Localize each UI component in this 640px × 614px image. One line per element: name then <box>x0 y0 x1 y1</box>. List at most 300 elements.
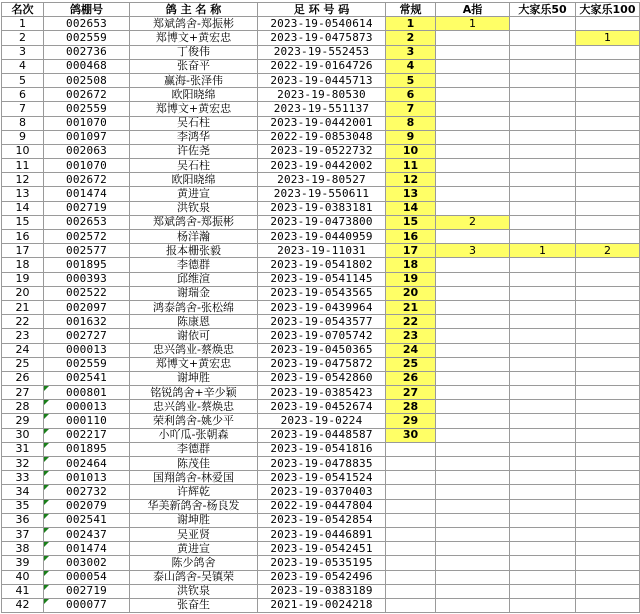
rank-cell[interactable]: 10 <box>2 144 44 158</box>
ring-cell[interactable]: 2023-19-0535195 <box>258 556 386 570</box>
rank-cell[interactable]: 7 <box>2 102 44 116</box>
a-index-cell[interactable] <box>436 130 510 144</box>
regular-cell[interactable]: 19 <box>386 272 436 286</box>
a-index-cell[interactable] <box>436 343 510 357</box>
rank-cell[interactable]: 14 <box>2 201 44 215</box>
owner-cell[interactable]: 黄进宣 <box>130 542 258 556</box>
shed-cell[interactable]: 001895 <box>44 442 130 456</box>
shed-cell[interactable]: 002732 <box>44 485 130 499</box>
shed-cell[interactable]: 002559 <box>44 31 130 45</box>
shed-cell[interactable]: 002559 <box>44 102 130 116</box>
owner-cell[interactable]: 谢依可 <box>130 329 258 343</box>
regular-cell[interactable]: 28 <box>386 400 436 414</box>
ring-cell[interactable]: 2023-19-0542854 <box>258 513 386 527</box>
shed-cell[interactable]: 002217 <box>44 428 130 442</box>
owner-cell[interactable]: 国翔鸽舍-林爱国 <box>130 471 258 485</box>
a-index-cell[interactable] <box>436 414 510 428</box>
ring-cell[interactable]: 2023-19-0522732 <box>258 144 386 158</box>
dajiale100-cell[interactable] <box>576 584 640 598</box>
shed-cell[interactable]: 002672 <box>44 88 130 102</box>
shed-cell[interactable]: 002559 <box>44 357 130 371</box>
dajiale100-cell[interactable] <box>576 144 640 158</box>
shed-cell[interactable]: 000013 <box>44 400 130 414</box>
dajiale100-cell[interactable] <box>576 428 640 442</box>
ring-cell[interactable]: 2023-19-0442002 <box>258 159 386 173</box>
a-index-cell[interactable] <box>436 598 510 612</box>
dajiale100-cell[interactable] <box>576 457 640 471</box>
shed-cell[interactable]: 000468 <box>44 59 130 73</box>
regular-cell[interactable]: 17 <box>386 244 436 258</box>
dajiale100-cell[interactable] <box>576 371 640 385</box>
owner-cell[interactable]: 欧阳晓绵 <box>130 173 258 187</box>
ring-cell[interactable]: 2023-19-80527 <box>258 173 386 187</box>
regular-cell[interactable]: 6 <box>386 88 436 102</box>
dajiale100-cell[interactable]: 1 <box>576 31 640 45</box>
rank-cell[interactable]: 31 <box>2 442 44 456</box>
rank-cell[interactable]: 23 <box>2 329 44 343</box>
rank-cell[interactable]: 9 <box>2 130 44 144</box>
dajiale100-cell[interactable] <box>576 471 640 485</box>
dajiale50-cell[interactable] <box>510 499 576 513</box>
ring-cell[interactable]: 2023-19-0475872 <box>258 357 386 371</box>
owner-cell[interactable]: 陈茂佳 <box>130 457 258 471</box>
shed-cell[interactable]: 001070 <box>44 116 130 130</box>
regular-cell[interactable]: 30 <box>386 428 436 442</box>
owner-cell[interactable]: 李鸿华 <box>130 130 258 144</box>
shed-cell[interactable]: 002063 <box>44 144 130 158</box>
dajiale100-cell[interactable] <box>576 272 640 286</box>
shed-cell[interactable]: 002577 <box>44 244 130 258</box>
a-index-cell[interactable] <box>436 442 510 456</box>
shed-cell[interactable]: 002719 <box>44 201 130 215</box>
owner-cell[interactable]: 忠兴鸽业-蔡焕忠 <box>130 400 258 414</box>
a-index-cell[interactable] <box>436 527 510 541</box>
regular-cell[interactable] <box>386 485 436 499</box>
dajiale100-cell[interactable] <box>576 400 640 414</box>
owner-cell[interactable]: 郑斌鸽舍-郑振彬 <box>130 17 258 31</box>
ring-cell[interactable]: 2023-19-0445713 <box>258 73 386 87</box>
ring-cell[interactable]: 2023-19-0442001 <box>258 116 386 130</box>
regular-cell[interactable]: 22 <box>386 315 436 329</box>
dajiale100-cell[interactable] <box>576 116 640 130</box>
shed-cell[interactable]: 002079 <box>44 499 130 513</box>
ring-cell[interactable]: 2022-19-0164726 <box>258 59 386 73</box>
a-index-cell[interactable]: 1 <box>436 17 510 31</box>
owner-cell[interactable]: 郑博文+黄宏忠 <box>130 102 258 116</box>
owner-cell[interactable]: 陈康恩 <box>130 315 258 329</box>
ring-cell[interactable]: 2023-19-0541802 <box>258 258 386 272</box>
rank-cell[interactable]: 24 <box>2 343 44 357</box>
shed-cell[interactable]: 001474 <box>44 187 130 201</box>
rank-cell[interactable]: 26 <box>2 371 44 385</box>
a-index-cell[interactable] <box>436 570 510 584</box>
dajiale100-cell[interactable] <box>576 230 640 244</box>
owner-cell[interactable]: 张奋平 <box>130 59 258 73</box>
dajiale50-cell[interactable] <box>510 414 576 428</box>
rank-cell[interactable]: 42 <box>2 598 44 612</box>
rank-cell[interactable]: 18 <box>2 258 44 272</box>
regular-cell[interactable]: 15 <box>386 215 436 229</box>
dajiale100-cell[interactable] <box>576 286 640 300</box>
rank-cell[interactable]: 39 <box>2 556 44 570</box>
regular-cell[interactable] <box>386 556 436 570</box>
owner-cell[interactable]: 丁俊伟 <box>130 45 258 59</box>
owner-cell[interactable]: 许辉乾 <box>130 485 258 499</box>
rank-cell[interactable]: 36 <box>2 513 44 527</box>
shed-cell[interactable]: 000054 <box>44 570 130 584</box>
ring-cell[interactable]: 2023-19-0224 <box>258 414 386 428</box>
rank-cell[interactable]: 3 <box>2 45 44 59</box>
regular-cell[interactable] <box>386 513 436 527</box>
dajiale100-cell[interactable] <box>576 201 640 215</box>
ring-cell[interactable]: 2023-19-0543577 <box>258 315 386 329</box>
ring-cell[interactable]: 2023-19-0478835 <box>258 457 386 471</box>
owner-cell[interactable]: 郑博文+黄宏忠 <box>130 357 258 371</box>
shed-cell[interactable]: 002541 <box>44 371 130 385</box>
ring-cell[interactable]: 2023-19-0542496 <box>258 570 386 584</box>
dajiale100-cell[interactable] <box>576 556 640 570</box>
dajiale100-cell[interactable] <box>576 59 640 73</box>
rank-cell[interactable]: 25 <box>2 357 44 371</box>
a-index-cell[interactable] <box>436 386 510 400</box>
dajiale100-cell[interactable] <box>576 598 640 612</box>
a-index-cell[interactable] <box>436 88 510 102</box>
rank-cell[interactable]: 20 <box>2 286 44 300</box>
dajiale50-cell[interactable] <box>510 258 576 272</box>
shed-cell[interactable]: 000110 <box>44 414 130 428</box>
a-index-cell[interactable]: 2 <box>436 215 510 229</box>
regular-cell[interactable]: 25 <box>386 357 436 371</box>
regular-cell[interactable]: 5 <box>386 73 436 87</box>
ring-cell[interactable]: 2023-19-11031 <box>258 244 386 258</box>
ring-cell[interactable]: 2023-19-0705742 <box>258 329 386 343</box>
owner-cell[interactable]: 郑斌鸽舍-郑振彬 <box>130 215 258 229</box>
a-index-cell[interactable] <box>436 258 510 272</box>
ring-cell[interactable]: 2023-19-550611 <box>258 187 386 201</box>
a-index-cell[interactable] <box>436 315 510 329</box>
a-index-cell[interactable] <box>436 471 510 485</box>
rank-cell[interactable]: 30 <box>2 428 44 442</box>
owner-cell[interactable]: 荣利鸽舍-姚少平 <box>130 414 258 428</box>
owner-cell[interactable]: 李德群 <box>130 442 258 456</box>
owner-cell[interactable]: 小吖瓜-张朝森 <box>130 428 258 442</box>
shed-cell[interactable]: 002522 <box>44 286 130 300</box>
dajiale50-cell[interactable] <box>510 428 576 442</box>
dajiale50-cell[interactable] <box>510 542 576 556</box>
a-index-cell[interactable] <box>436 116 510 130</box>
owner-cell[interactable]: 李德群 <box>130 258 258 272</box>
a-index-cell[interactable] <box>436 187 510 201</box>
dajiale100-cell[interactable] <box>576 102 640 116</box>
regular-cell[interactable]: 29 <box>386 414 436 428</box>
rank-cell[interactable]: 38 <box>2 542 44 556</box>
owner-cell[interactable]: 泰山鸽舍-吴镇荣 <box>130 570 258 584</box>
dajiale50-cell[interactable] <box>510 343 576 357</box>
owner-cell[interactable]: 洪钦泉 <box>130 584 258 598</box>
rank-cell[interactable]: 6 <box>2 88 44 102</box>
regular-cell[interactable] <box>386 442 436 456</box>
owner-cell[interactable]: 许佐尧 <box>130 144 258 158</box>
rank-cell[interactable]: 8 <box>2 116 44 130</box>
dajiale100-cell[interactable] <box>576 570 640 584</box>
shed-cell[interactable]: 000801 <box>44 386 130 400</box>
shed-cell[interactable]: 001070 <box>44 159 130 173</box>
rank-cell[interactable]: 35 <box>2 499 44 513</box>
shed-cell[interactable]: 002736 <box>44 45 130 59</box>
ring-cell[interactable]: 2022-19-0447804 <box>258 499 386 513</box>
rank-cell[interactable]: 1 <box>2 17 44 31</box>
dajiale50-cell[interactable] <box>510 556 576 570</box>
shed-cell[interactable]: 001097 <box>44 130 130 144</box>
regular-cell[interactable] <box>386 542 436 556</box>
dajiale50-cell[interactable] <box>510 272 576 286</box>
rank-cell[interactable]: 5 <box>2 73 44 87</box>
rank-cell[interactable]: 32 <box>2 457 44 471</box>
owner-cell[interactable]: 吴亚贤 <box>130 527 258 541</box>
a-index-cell[interactable] <box>436 485 510 499</box>
dajiale50-cell[interactable] <box>510 485 576 499</box>
dajiale100-cell[interactable] <box>576 414 640 428</box>
dajiale100-cell[interactable] <box>576 527 640 541</box>
dajiale50-cell[interactable]: 1 <box>510 244 576 258</box>
owner-cell[interactable]: 吴石柱 <box>130 116 258 130</box>
ring-cell[interactable]: 2023-19-0383189 <box>258 584 386 598</box>
regular-cell[interactable]: 14 <box>386 201 436 215</box>
dajiale100-cell[interactable] <box>576 258 640 272</box>
dajiale100-cell[interactable] <box>576 73 640 87</box>
a-index-cell[interactable]: 3 <box>436 244 510 258</box>
dajiale100-cell[interactable] <box>576 159 640 173</box>
shed-cell[interactable]: 001632 <box>44 315 130 329</box>
a-index-cell[interactable] <box>436 201 510 215</box>
a-index-cell[interactable] <box>436 300 510 314</box>
owner-cell[interactable]: 张奋生 <box>130 598 258 612</box>
rank-cell[interactable]: 12 <box>2 173 44 187</box>
ring-cell[interactable]: 2023-19-0473800 <box>258 215 386 229</box>
owner-cell[interactable]: 欧阳晓绵 <box>130 88 258 102</box>
rank-cell[interactable]: 37 <box>2 527 44 541</box>
regular-cell[interactable]: 11 <box>386 159 436 173</box>
shed-cell[interactable]: 002572 <box>44 230 130 244</box>
dajiale50-cell[interactable] <box>510 400 576 414</box>
rank-cell[interactable]: 22 <box>2 315 44 329</box>
a-index-cell[interactable] <box>436 556 510 570</box>
ring-cell[interactable]: 2023-19-0383181 <box>258 201 386 215</box>
a-index-cell[interactable] <box>436 513 510 527</box>
dajiale50-cell[interactable] <box>510 17 576 31</box>
dajiale100-cell[interactable] <box>576 17 640 31</box>
regular-cell[interactable] <box>386 457 436 471</box>
regular-cell[interactable]: 10 <box>386 144 436 158</box>
regular-cell[interactable]: 4 <box>386 59 436 73</box>
shed-cell[interactable]: 000013 <box>44 343 130 357</box>
regular-cell[interactable] <box>386 471 436 485</box>
dajiale50-cell[interactable] <box>510 598 576 612</box>
a-index-cell[interactable] <box>436 173 510 187</box>
dajiale50-cell[interactable] <box>510 442 576 456</box>
owner-cell[interactable]: 铭锐鸽舍+辛少颖 <box>130 386 258 400</box>
dajiale50-cell[interactable] <box>510 116 576 130</box>
ring-cell[interactable]: 2023-19-0541524 <box>258 471 386 485</box>
rank-cell[interactable]: 41 <box>2 584 44 598</box>
dajiale100-cell[interactable] <box>576 130 640 144</box>
a-index-cell[interactable] <box>436 428 510 442</box>
ring-cell[interactable]: 2022-19-0853048 <box>258 130 386 144</box>
rank-cell[interactable]: 40 <box>2 570 44 584</box>
a-index-cell[interactable] <box>436 371 510 385</box>
dajiale100-cell[interactable] <box>576 88 640 102</box>
a-index-cell[interactable] <box>436 59 510 73</box>
ring-cell[interactable]: 2023-19-552453 <box>258 45 386 59</box>
owner-cell[interactable]: 赢海-张泽伟 <box>130 73 258 87</box>
shed-cell[interactable]: 000393 <box>44 272 130 286</box>
owner-cell[interactable]: 陈少鸽舍 <box>130 556 258 570</box>
ring-cell[interactable]: 2023-19-0446891 <box>258 527 386 541</box>
dajiale100-cell[interactable] <box>576 386 640 400</box>
dajiale100-cell[interactable]: 2 <box>576 244 640 258</box>
a-index-cell[interactable] <box>436 584 510 598</box>
a-index-cell[interactable] <box>436 230 510 244</box>
shed-cell[interactable]: 001474 <box>44 542 130 556</box>
dajiale50-cell[interactable] <box>510 59 576 73</box>
dajiale50-cell[interactable] <box>510 130 576 144</box>
regular-cell[interactable]: 3 <box>386 45 436 59</box>
ring-cell[interactable]: 2023-19-0541816 <box>258 442 386 456</box>
regular-cell[interactable]: 7 <box>386 102 436 116</box>
dajiale100-cell[interactable] <box>576 542 640 556</box>
ring-cell[interactable]: 2023-19-80530 <box>258 88 386 102</box>
owner-cell[interactable]: 黄进宣 <box>130 187 258 201</box>
regular-cell[interactable]: 13 <box>386 187 436 201</box>
dajiale50-cell[interactable] <box>510 88 576 102</box>
owner-cell[interactable]: 报本栅张毅 <box>130 244 258 258</box>
dajiale50-cell[interactable] <box>510 159 576 173</box>
ring-cell[interactable]: 2023-19-0385423 <box>258 386 386 400</box>
regular-cell[interactable]: 8 <box>386 116 436 130</box>
rank-cell[interactable]: 15 <box>2 215 44 229</box>
regular-cell[interactable]: 12 <box>386 173 436 187</box>
owner-cell[interactable]: 吴石柱 <box>130 159 258 173</box>
dajiale50-cell[interactable] <box>510 201 576 215</box>
a-index-cell[interactable] <box>436 31 510 45</box>
dajiale50-cell[interactable] <box>510 386 576 400</box>
shed-cell[interactable]: 002508 <box>44 73 130 87</box>
ring-cell[interactable]: 2023-19-0475873 <box>258 31 386 45</box>
dajiale50-cell[interactable] <box>510 286 576 300</box>
dajiale100-cell[interactable] <box>576 315 640 329</box>
dajiale100-cell[interactable] <box>576 357 640 371</box>
dajiale50-cell[interactable] <box>510 187 576 201</box>
a-index-cell[interactable] <box>436 329 510 343</box>
a-index-cell[interactable] <box>436 159 510 173</box>
a-index-cell[interactable] <box>436 457 510 471</box>
rank-cell[interactable]: 16 <box>2 230 44 244</box>
dajiale50-cell[interactable] <box>510 73 576 87</box>
shed-cell[interactable]: 001013 <box>44 471 130 485</box>
ring-cell[interactable]: 2023-19-0440959 <box>258 230 386 244</box>
rank-cell[interactable]: 21 <box>2 300 44 314</box>
dajiale100-cell[interactable] <box>576 499 640 513</box>
rank-cell[interactable]: 11 <box>2 159 44 173</box>
rank-cell[interactable]: 27 <box>2 386 44 400</box>
dajiale100-cell[interactable] <box>576 45 640 59</box>
dajiale50-cell[interactable] <box>510 45 576 59</box>
regular-cell[interactable] <box>386 598 436 612</box>
rank-cell[interactable]: 29 <box>2 414 44 428</box>
dajiale50-cell[interactable] <box>510 215 576 229</box>
rank-cell[interactable]: 34 <box>2 485 44 499</box>
dajiale50-cell[interactable] <box>510 357 576 371</box>
dajiale100-cell[interactable] <box>576 485 640 499</box>
regular-cell[interactable]: 26 <box>386 371 436 385</box>
owner-cell[interactable]: 谢瑞金 <box>130 286 258 300</box>
dajiale50-cell[interactable] <box>510 371 576 385</box>
regular-cell[interactable]: 21 <box>386 300 436 314</box>
shed-cell[interactable]: 002672 <box>44 173 130 187</box>
rank-cell[interactable]: 19 <box>2 272 44 286</box>
rank-cell[interactable]: 2 <box>2 31 44 45</box>
a-index-cell[interactable] <box>436 45 510 59</box>
shed-cell[interactable]: 003002 <box>44 556 130 570</box>
shed-cell[interactable]: 002719 <box>44 584 130 598</box>
a-index-cell[interactable] <box>436 542 510 556</box>
dajiale100-cell[interactable] <box>576 187 640 201</box>
owner-cell[interactable]: 谢坤胜 <box>130 513 258 527</box>
regular-cell[interactable]: 27 <box>386 386 436 400</box>
ring-cell[interactable]: 2023-19-0448587 <box>258 428 386 442</box>
dajiale50-cell[interactable] <box>510 457 576 471</box>
a-index-cell[interactable] <box>436 272 510 286</box>
shed-cell[interactable]: 002653 <box>44 215 130 229</box>
owner-cell[interactable]: 洪钦泉 <box>130 201 258 215</box>
owner-cell[interactable]: 华美新鸽舍-杨良发 <box>130 499 258 513</box>
regular-cell[interactable] <box>386 584 436 598</box>
ring-cell[interactable]: 2023-19-0543565 <box>258 286 386 300</box>
shed-cell[interactable]: 001895 <box>44 258 130 272</box>
ring-cell[interactable]: 2023-19-0439964 <box>258 300 386 314</box>
dajiale50-cell[interactable] <box>510 31 576 45</box>
a-index-cell[interactable] <box>436 73 510 87</box>
regular-cell[interactable]: 2 <box>386 31 436 45</box>
ring-cell[interactable]: 2023-19-0542860 <box>258 371 386 385</box>
dajiale50-cell[interactable] <box>510 329 576 343</box>
a-index-cell[interactable] <box>436 102 510 116</box>
regular-cell[interactable]: 16 <box>386 230 436 244</box>
dajiale100-cell[interactable] <box>576 442 640 456</box>
dajiale100-cell[interactable] <box>576 329 640 343</box>
regular-cell[interactable]: 9 <box>386 130 436 144</box>
dajiale50-cell[interactable] <box>510 300 576 314</box>
ring-cell[interactable]: 2023-19-0452674 <box>258 400 386 414</box>
dajiale100-cell[interactable] <box>576 343 640 357</box>
owner-cell[interactable]: 邱维渲 <box>130 272 258 286</box>
regular-cell[interactable]: 18 <box>386 258 436 272</box>
ring-cell[interactable]: 2021-19-0024218 <box>258 598 386 612</box>
dajiale100-cell[interactable] <box>576 173 640 187</box>
shed-cell[interactable]: 000077 <box>44 598 130 612</box>
owner-cell[interactable]: 郑博文+黄宏忠 <box>130 31 258 45</box>
shed-cell[interactable]: 002541 <box>44 513 130 527</box>
regular-cell[interactable] <box>386 570 436 584</box>
ring-cell[interactable]: 2023-19-551137 <box>258 102 386 116</box>
dajiale50-cell[interactable] <box>510 584 576 598</box>
a-index-cell[interactable] <box>436 286 510 300</box>
shed-cell[interactable]: 002727 <box>44 329 130 343</box>
a-index-cell[interactable] <box>436 400 510 414</box>
regular-cell[interactable] <box>386 527 436 541</box>
regular-cell[interactable]: 23 <box>386 329 436 343</box>
owner-cell[interactable]: 谢坤胜 <box>130 371 258 385</box>
